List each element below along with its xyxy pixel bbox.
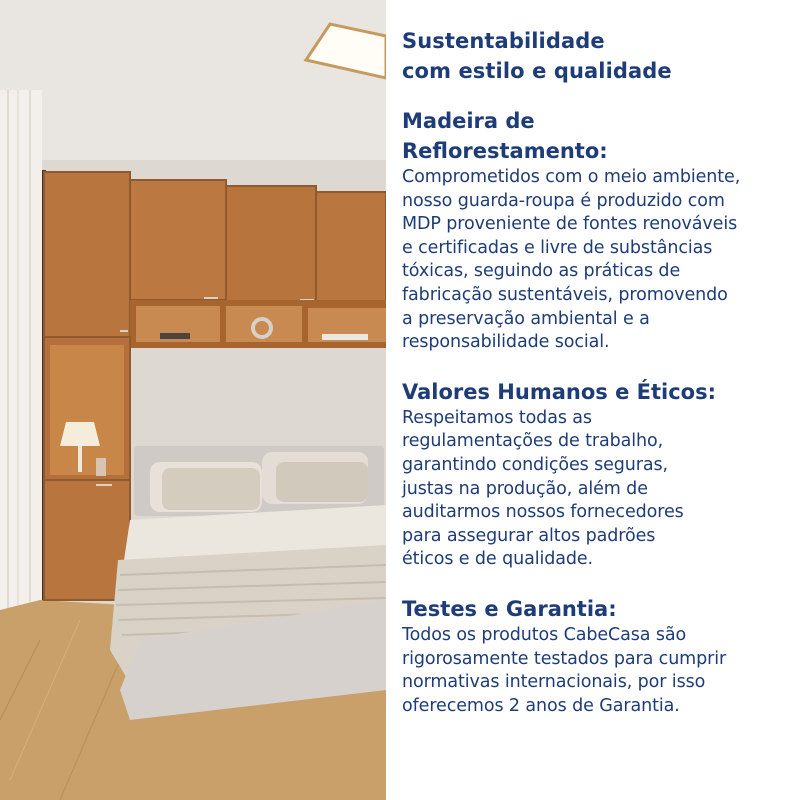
body-line: Comprometidos com o meio ambiente, (402, 167, 741, 187)
body-line: para assegurar altos padrões (402, 525, 656, 546)
section-body (402, 407, 782, 572)
body-line: normativas internacionais, por isso (402, 672, 706, 693)
body-line: Todos os produtos CabeCasa são (402, 624, 687, 645)
body-line: e certificadas e livre de substâncias (402, 237, 713, 258)
section-title (402, 106, 782, 166)
headline (402, 26, 782, 86)
body-line: auditarmos nossos fornecedores (402, 502, 684, 523)
body-line: regulamentações de trabalho, (402, 431, 664, 452)
section-title-line: Reflorestamento: (402, 139, 608, 163)
section-body (402, 166, 782, 355)
body-line: garantindo condições seguras, (402, 454, 668, 475)
section-human-values (402, 377, 782, 572)
body-line: fabricação sustentáveis, promovendo (402, 284, 728, 305)
section-body (402, 624, 782, 718)
section-title-line: Testes e Garantia: (402, 596, 617, 621)
body-line: éticos e de qualidade. (402, 549, 593, 570)
section-reforestation (402, 106, 782, 355)
body-line: justas na produção, além de (402, 478, 648, 499)
body-line: oferecemos 2 anos de Garantia. (402, 695, 680, 716)
section-testing-warranty (402, 594, 782, 718)
body-line: tóxicas, seguindo as práticas de (402, 261, 681, 282)
sustainability-text-panel (386, 0, 800, 800)
body-line: MDP proveniente de fontes renováveis (402, 214, 738, 235)
section-title-line: Madeira de (402, 109, 535, 133)
body-line: a preservação ambiental e a (402, 308, 650, 329)
body-line: rigorosamente testados para cumprir (402, 648, 727, 669)
headline-line: com estilo e qualidade (402, 59, 672, 83)
bedroom-wardrobe-photo (0, 0, 386, 800)
section-title (402, 594, 782, 624)
body-line: nosso guarda-roupa é produzido com (402, 190, 725, 211)
section-title (402, 377, 782, 407)
section-title-line: Valores Humanos e Éticos: (402, 379, 716, 404)
body-line: responsabilidade social. (402, 332, 610, 353)
body-line: Respeitamos todas as (402, 407, 592, 428)
headline-line: Sustentabilidade (402, 29, 605, 53)
